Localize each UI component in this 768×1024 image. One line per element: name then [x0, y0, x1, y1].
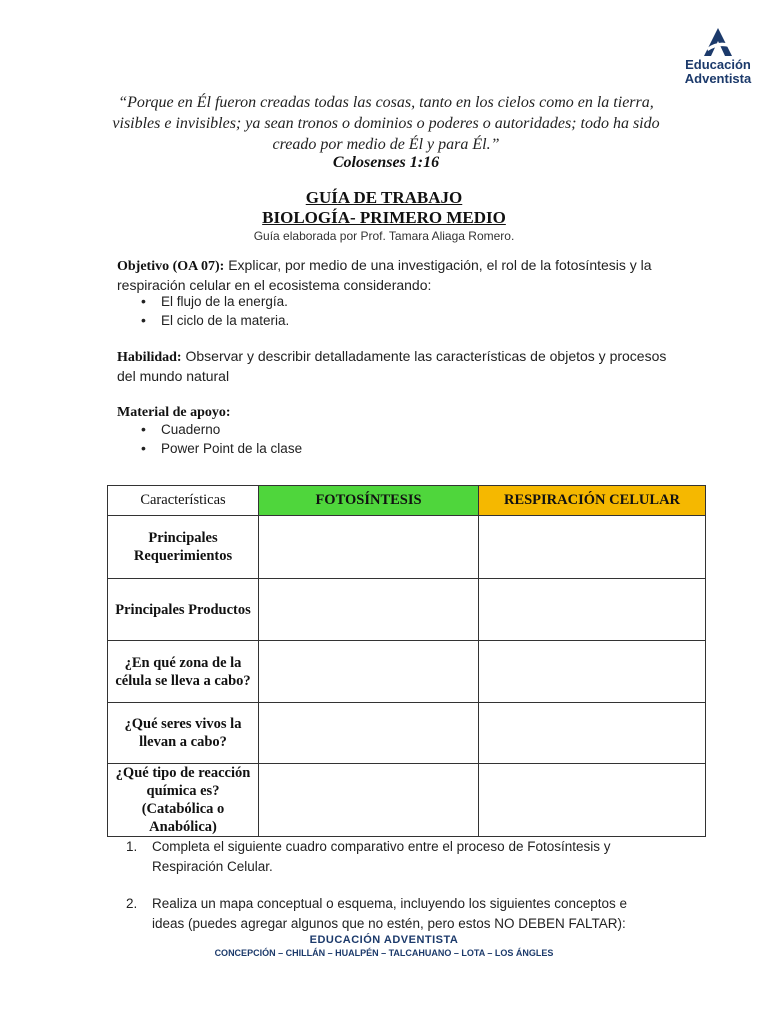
table-row	[108, 516, 706, 579]
logo-a-icon	[701, 26, 735, 58]
row-label: ¿Qué tipo de reacción química es? (Catabólica o Anabólica)	[108, 764, 259, 837]
answer-cell[interactable]	[479, 703, 706, 764]
row-label: ¿En qué zona de la célula se lleva a cabo?	[108, 641, 259, 703]
instruction-item-2	[126, 894, 646, 934]
answer-cell[interactable]	[479, 641, 706, 703]
row-label: ¿Qué seres vivos la llevan a cabo?	[108, 703, 259, 764]
instruction-text: Completa el siguiente cuadro comparativo entre el proceso de Fotosíntesis y Respiración Celular.	[152, 839, 611, 874]
comparison-table	[107, 485, 706, 837]
education-logo	[672, 26, 764, 96]
answer-cell[interactable]	[259, 641, 479, 703]
answer-cell[interactable]	[479, 579, 706, 641]
instruction-number: 1.	[126, 839, 138, 854]
list-item: • El flujo de la energía.	[141, 292, 641, 311]
logo-text-line1: Educación	[685, 57, 751, 72]
material-heading	[117, 402, 677, 422]
skill-label: Habilidad:	[117, 350, 182, 365]
header-respiracion: RESPIRACIÓN CELULAR	[479, 486, 706, 516]
objective-text: Explicar, por medio de una investigación, el rol de la fotosíntesis y la respiración celular en el ecosistema considerando:	[117, 257, 652, 293]
list-item: • Power Point de la clase	[141, 439, 641, 458]
table-row	[108, 703, 706, 764]
bible-reference: Colosenses 1:16	[332, 154, 440, 171]
answer-cell[interactable]	[479, 764, 706, 837]
footer-brand: EDUCACIÓN ADVENTISTA	[309, 934, 459, 946]
logo-text-line2: Adventista	[684, 71, 752, 86]
list-item: • El ciclo de la materia.	[141, 311, 641, 330]
row-label: Principales Productos	[108, 579, 259, 641]
instruction-item-1	[126, 837, 646, 877]
instruction-number: 2.	[126, 896, 138, 911]
page-title: GUÍA DE TRABAJO	[305, 188, 463, 207]
skill-text: Observar y describir detalladamente las características de objetos y procesos del mundo natural	[117, 348, 667, 384]
objective-bullets	[141, 292, 641, 330]
list-item: • Cuaderno	[141, 420, 641, 439]
instruction-text: Realiza un mapa conceptual o esquema, incluyendo los siguientes conceptos e ideas (puedes agregar algunos que no estén, pero estos NO DEBEN FALTAR):	[152, 896, 628, 931]
header-fotosintesis: FOTOSÍNTESIS	[259, 486, 479, 516]
bible-quote: “Porque en Él fueron creadas todas las cosas, tanto en los cielos como en la tierra, visibles e invisibles; ya sean tronos o dominios o poderes o autoridades; todo ha sido creado por medio de Él y para Él.”	[112, 94, 660, 153]
material-bullets	[141, 420, 641, 458]
author-line: Guía elaborada por Prof. Tamara Aliaga Romero.	[253, 229, 515, 243]
material-label: Material de apoyo:	[117, 405, 231, 420]
footer-cities: CONCEPCIÓN – CHILLÁN – HUALPÉN – TALCAHUANO – LOTA – LOS ÁNGLES	[214, 948, 554, 958]
objective-label: Objetivo (OA 07):	[117, 259, 225, 274]
answer-cell[interactable]	[259, 764, 479, 837]
answer-cell[interactable]	[259, 516, 479, 579]
skill-paragraph	[117, 347, 677, 386]
table-header-row	[108, 486, 706, 516]
objective-paragraph	[117, 256, 677, 295]
answer-cell[interactable]	[479, 516, 706, 579]
answer-cell[interactable]	[259, 579, 479, 641]
table-row	[108, 579, 706, 641]
table-row	[108, 764, 706, 837]
row-label: Principales Requerimientos	[108, 516, 259, 579]
table-row	[108, 641, 706, 703]
answer-cell[interactable]	[259, 703, 479, 764]
header-characteristics: Características	[108, 486, 259, 516]
page-subtitle: BIOLOGÍA- PRIMERO MEDIO	[262, 208, 506, 227]
